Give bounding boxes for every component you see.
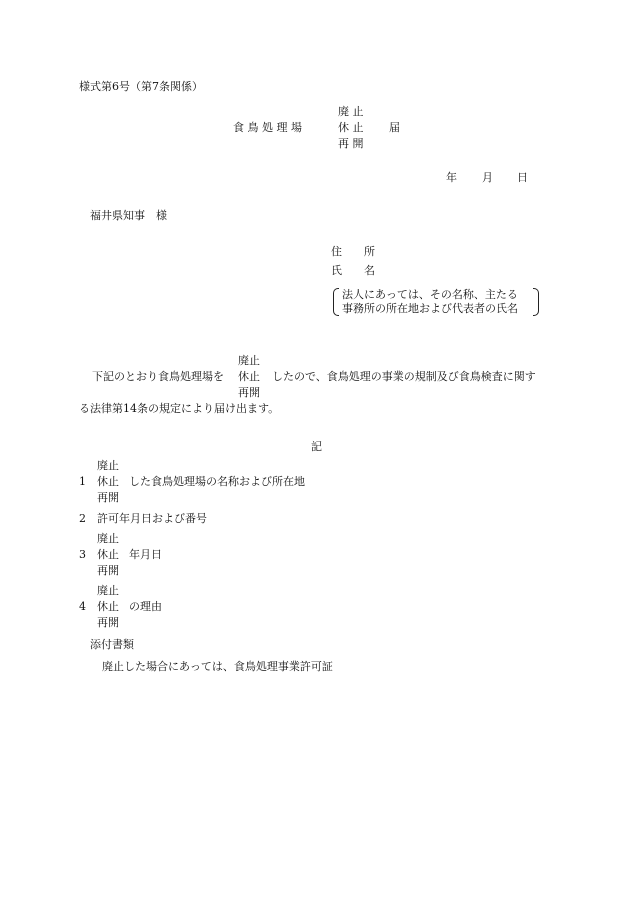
- left-bracket: [333, 288, 339, 316]
- item2-text: 許可年月日および番号: [97, 512, 207, 525]
- name-label: 氏 名: [331, 264, 375, 277]
- addressee: 福井県知事 様: [90, 209, 167, 222]
- title-option-kyushi: 休 止: [338, 121, 364, 134]
- item4-text: の理由: [129, 600, 162, 613]
- title-subject: 食 鳥 処 理 場: [233, 121, 302, 134]
- item1-text: した食鳥処理場の名称および所在地: [129, 475, 305, 488]
- title-option-saikai: 再 開: [338, 137, 364, 150]
- form-label: 様式第6号（第7条関係）: [79, 80, 203, 93]
- address-label: 住 所: [331, 245, 375, 258]
- applicant-note-line1: 法人にあっては、その名称、主たる: [342, 288, 518, 301]
- ki-heading: 記: [311, 440, 322, 453]
- body-option-saikai: 再開: [238, 386, 260, 399]
- date-day: 日: [517, 171, 528, 184]
- item3-option-saikai: 再開: [97, 564, 119, 577]
- body-pre: 下記のとおり食鳥処理場を: [92, 370, 224, 383]
- item1-number: 1: [79, 475, 86, 488]
- item1-option-haishi: 廃止: [97, 459, 119, 472]
- item4-option-haishi: 廃止: [97, 584, 119, 597]
- date-month: 月: [482, 171, 493, 184]
- body-line2: る法律第14条の規定により届け出ます。: [79, 402, 280, 415]
- body-option-haishi: 廃止: [238, 354, 260, 367]
- attachments-heading: 添付書類: [90, 638, 134, 651]
- item4-option-kyushi: 休止: [97, 600, 119, 613]
- applicant-note-line2: 事務所の所在地および代表者の氏名: [342, 302, 518, 315]
- body-option-kyushi: 休止: [238, 370, 260, 383]
- item3-option-kyushi: 休止: [97, 548, 119, 561]
- title-suffix: 届: [389, 121, 400, 134]
- right-bracket: [533, 288, 539, 316]
- item2-number: 2: [79, 512, 86, 525]
- title-option-haishi: 廃 止: [338, 105, 364, 118]
- body-post: したので、食鳥処理の事業の規制及び食鳥検査に関す: [272, 370, 536, 383]
- item4-number: 4: [79, 600, 86, 613]
- item3-option-haishi: 廃止: [97, 532, 119, 545]
- item3-text: 年月日: [129, 548, 162, 561]
- attachments-text: 廃止した場合にあっては、食鳥処理事業許可証: [102, 660, 333, 673]
- item1-option-kyushi: 休止: [97, 475, 119, 488]
- item3-number: 3: [79, 548, 86, 561]
- item4-option-saikai: 再開: [97, 616, 119, 629]
- item1-option-saikai: 再開: [97, 491, 119, 504]
- date-year: 年: [446, 171, 457, 184]
